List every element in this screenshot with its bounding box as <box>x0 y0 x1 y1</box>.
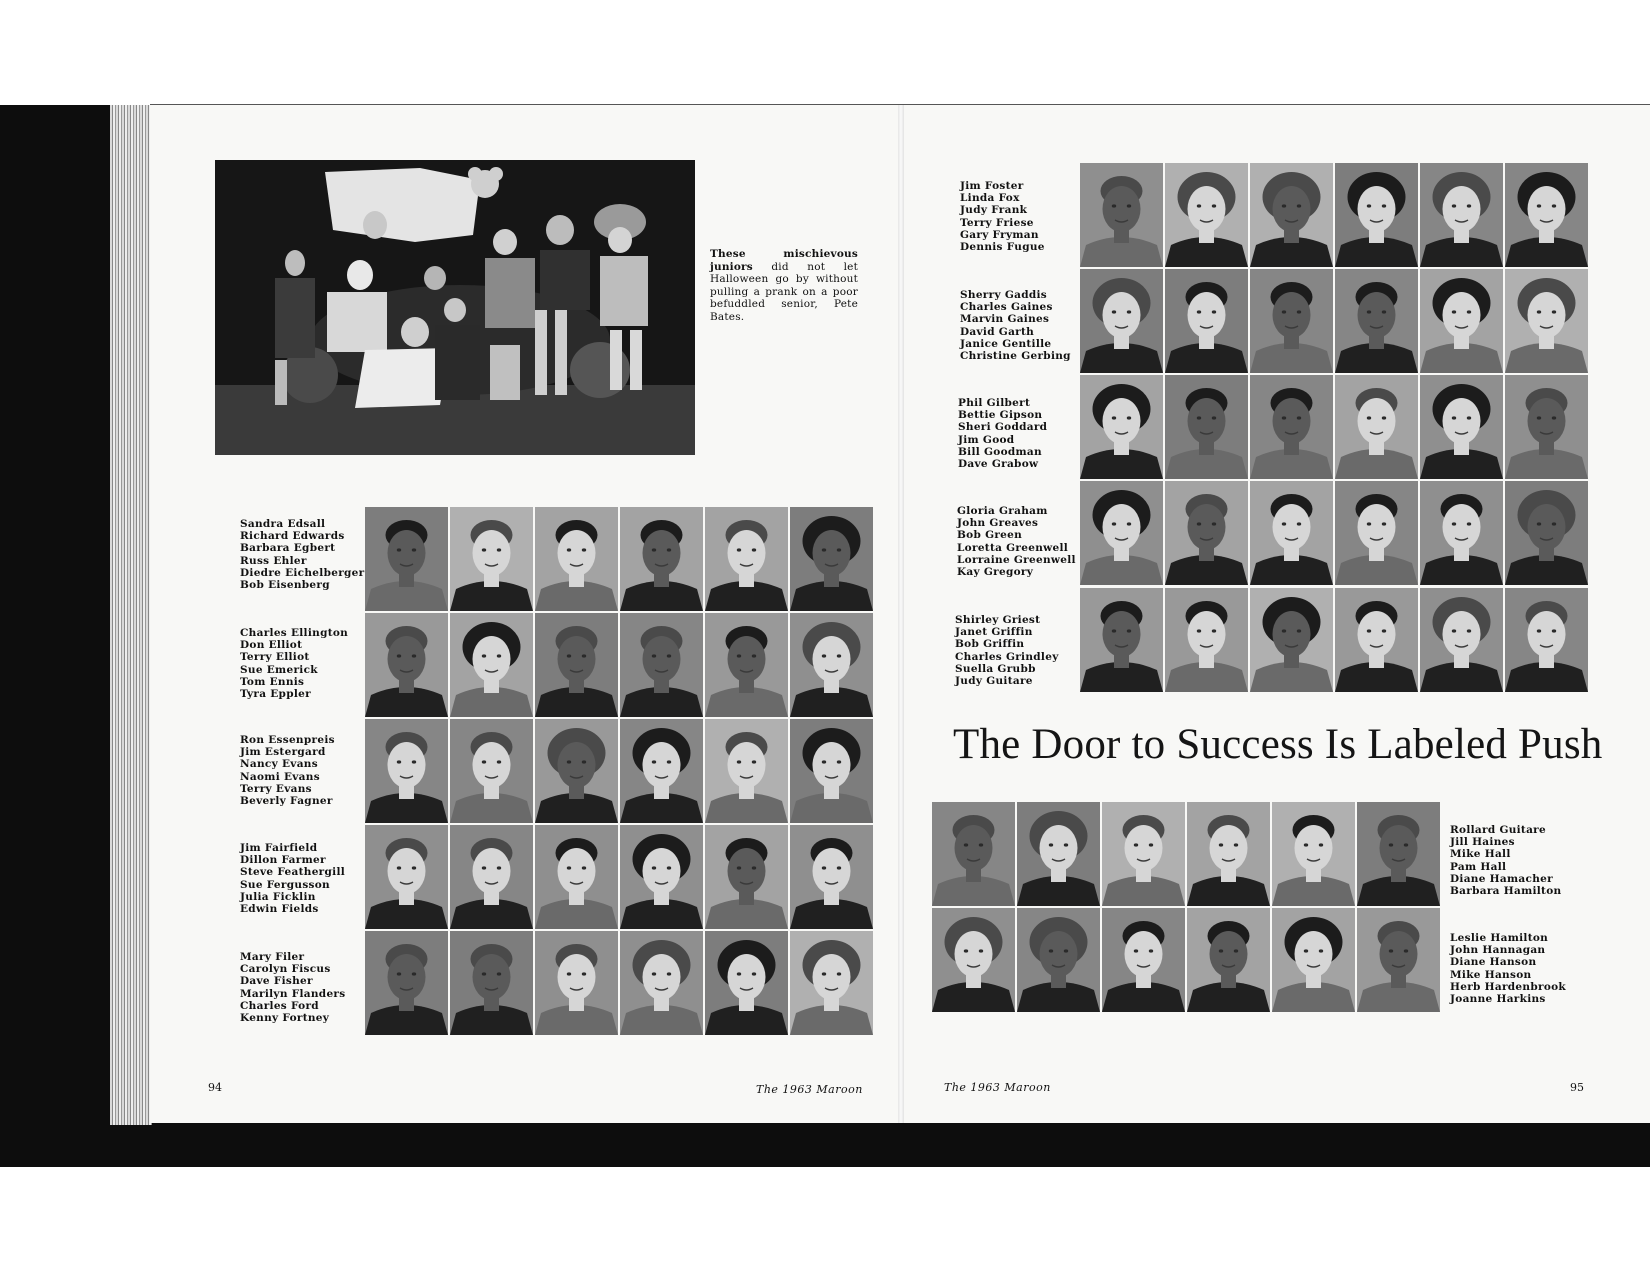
student-name: Edwin Fields <box>240 903 319 916</box>
student-portrait <box>450 719 533 823</box>
student-portrait <box>1505 163 1588 267</box>
student-name: Terry Evans <box>240 782 312 795</box>
portrait-row <box>1080 269 1588 373</box>
student-name: Judy Frank <box>960 204 1028 217</box>
student-portrait <box>450 825 533 929</box>
student-portrait <box>1505 588 1588 692</box>
student-portrait <box>790 613 873 717</box>
student-portrait <box>1272 908 1355 1012</box>
student-portrait <box>1017 908 1100 1012</box>
student-name: Diane Hanson <box>1450 956 1537 969</box>
student-name: Dennis Fugue <box>960 241 1045 254</box>
student-portrait <box>1250 163 1333 267</box>
student-portrait <box>932 908 1015 1012</box>
photo-caption <box>710 248 858 323</box>
student-name: Dave Fisher <box>240 975 313 988</box>
student-portrait <box>1250 481 1333 585</box>
student-portrait <box>450 931 533 1035</box>
student-portrait <box>620 825 703 929</box>
book-gutter <box>898 105 904 1123</box>
page-number-left: 94 <box>208 1081 222 1094</box>
student-name: Carolyn Fiscus <box>240 963 331 976</box>
portrait-row <box>1080 588 1588 692</box>
student-name: Sheri Goddard <box>958 421 1048 434</box>
student-name: Bob Eisenberg <box>240 579 330 592</box>
portrait-row <box>365 613 873 717</box>
student-name: Jim Good <box>958 433 1015 446</box>
student-name: Gloria Graham <box>957 505 1048 517</box>
student-portrait <box>535 613 618 717</box>
student-portrait <box>705 931 788 1035</box>
page-number-right: 95 <box>1570 1081 1584 1094</box>
name-list <box>1450 932 1630 1005</box>
portrait-row <box>932 802 1440 906</box>
student-portrait <box>1102 908 1185 1012</box>
student-portrait <box>450 507 533 611</box>
student-name: Kenny Fortney <box>240 1012 330 1025</box>
student-portrait <box>705 507 788 611</box>
portrait-row <box>932 908 1440 1012</box>
student-name: Judy Guitare <box>955 675 1033 688</box>
student-portrait <box>705 825 788 929</box>
student-name: Marilyn Flanders <box>240 987 346 1000</box>
student-name: David Garth <box>960 325 1035 338</box>
student-portrait <box>790 719 873 823</box>
student-portrait <box>1250 375 1333 479</box>
student-portrait <box>1420 375 1503 479</box>
student-name: Lorraine Greenwell <box>957 553 1076 566</box>
student-name: Janice Gentille <box>960 337 1052 350</box>
student-name: Bob Griffin <box>955 638 1025 651</box>
student-name: Jim Estergard <box>240 746 326 759</box>
student-name: Ron Essenpreis <box>240 734 335 746</box>
student-name: Rollard Guitare <box>1450 824 1546 836</box>
student-name: Sue Emerick <box>240 663 318 676</box>
student-name: Janet Griffin <box>955 626 1033 639</box>
student-name: Charles Grindley <box>955 650 1059 663</box>
student-name: Christine Gerbing <box>960 350 1071 363</box>
portrait-row <box>1080 375 1588 479</box>
page-headline: The Door to Success Is Labeled Push <box>953 721 1603 768</box>
student-portrait <box>1272 802 1355 906</box>
student-portrait <box>1165 163 1248 267</box>
student-portrait <box>1187 908 1270 1012</box>
student-portrait <box>705 719 788 823</box>
student-name: Mike Hall <box>1450 848 1511 861</box>
student-name: Dillon Farmer <box>240 854 326 867</box>
halloween-prank-photo <box>215 160 695 455</box>
student-portrait <box>705 613 788 717</box>
student-portrait <box>790 825 873 929</box>
student-portrait <box>1335 481 1418 585</box>
student-portrait <box>535 507 618 611</box>
student-portrait <box>535 719 618 823</box>
student-name: Naomi Evans <box>240 770 320 783</box>
student-name: John Greaves <box>957 517 1039 530</box>
student-name: Tyra Eppler <box>240 688 311 701</box>
student-portrait <box>620 613 703 717</box>
student-portrait <box>1420 481 1503 585</box>
student-name: Charles Ford <box>240 999 319 1012</box>
student-name: Mary Filer <box>240 951 305 963</box>
student-name: Charles Gaines <box>960 301 1053 314</box>
student-name: Dave Grabow <box>958 458 1039 471</box>
student-portrait <box>1017 802 1100 906</box>
student-name: Herb Hardenbrook <box>1450 980 1566 993</box>
caption-lead: These mischievous juniors <box>710 248 858 273</box>
caption-text: did not let Halloween go by without pulling a prank on a poor befuddled senior, Pete Bates. <box>710 260 858 323</box>
student-name: Beverly Fagner <box>240 795 333 808</box>
student-name: Julia Ficklin <box>240 890 316 903</box>
student-name: Sue Fergusson <box>240 878 330 891</box>
student-name: Mike Hanson <box>1450 968 1532 981</box>
student-portrait <box>790 507 873 611</box>
portrait-row <box>365 719 873 823</box>
book-title-right: The 1963 Maroon <box>944 1081 1051 1094</box>
student-portrait <box>790 931 873 1035</box>
student-name: Pam Hall <box>1450 860 1507 873</box>
student-portrait <box>1165 269 1248 373</box>
student-name: Jim Fairfield <box>240 842 318 854</box>
student-portrait <box>1102 802 1185 906</box>
student-name: Bettie Gipson <box>958 409 1043 422</box>
student-portrait <box>1165 481 1248 585</box>
student-name: Terry Elliot <box>240 651 310 664</box>
student-portrait <box>365 507 448 611</box>
student-name: Shirley Griest <box>955 614 1041 626</box>
student-name: Barbara Egbert <box>240 542 336 555</box>
student-name: Phil Gilbert <box>958 397 1031 409</box>
student-name: Gary Fryman <box>960 228 1039 241</box>
student-name: Nancy Evans <box>240 758 318 771</box>
student-portrait <box>1250 269 1333 373</box>
student-portrait <box>1080 269 1163 373</box>
student-portrait <box>1420 588 1503 692</box>
student-portrait <box>1505 481 1588 585</box>
student-portrait <box>1335 269 1418 373</box>
student-portrait <box>1080 163 1163 267</box>
student-name: Marvin Gaines <box>960 313 1050 326</box>
portrait-row <box>1080 163 1588 267</box>
student-name: Sandra Edsall <box>240 518 326 530</box>
student-portrait <box>1335 375 1418 479</box>
student-portrait <box>1080 375 1163 479</box>
student-portrait <box>535 825 618 929</box>
name-list <box>1450 824 1630 897</box>
student-name: Charles Ellington <box>240 627 349 639</box>
student-portrait <box>1165 375 1248 479</box>
student-portrait <box>365 825 448 929</box>
student-portrait <box>1187 802 1270 906</box>
student-portrait <box>1080 588 1163 692</box>
student-portrait <box>535 931 618 1035</box>
student-portrait <box>1335 163 1418 267</box>
student-portrait <box>1505 375 1588 479</box>
student-name: Terry Friese <box>960 216 1034 229</box>
student-portrait <box>1505 269 1588 373</box>
student-name: John Hannagan <box>1450 944 1546 957</box>
book-page-edges <box>110 105 152 1125</box>
student-portrait <box>1080 481 1163 585</box>
student-portrait <box>620 931 703 1035</box>
portrait-row <box>365 931 873 1035</box>
student-portrait <box>620 507 703 611</box>
student-portrait <box>365 931 448 1035</box>
top-edge-rule <box>150 104 1650 105</box>
student-name: Diedre Eichelberger <box>240 566 365 579</box>
student-name: Suella Grubb <box>955 662 1036 675</box>
student-portrait <box>1420 269 1503 373</box>
student-name: Kay Gregory <box>957 566 1034 579</box>
student-portrait <box>620 719 703 823</box>
student-portrait <box>1420 163 1503 267</box>
student-portrait <box>1357 908 1440 1012</box>
student-portrait <box>450 613 533 717</box>
student-name: Loretta Greenwell <box>957 541 1069 554</box>
student-name: Sherry Gaddis <box>960 289 1047 301</box>
student-portrait <box>1250 588 1333 692</box>
student-name: Don Elliot <box>240 639 303 652</box>
student-name: Joanne Harkins <box>1450 993 1546 1006</box>
student-portrait <box>1357 802 1440 906</box>
student-name: Russ Ehler <box>240 554 307 567</box>
student-name: Bob Green <box>957 529 1023 542</box>
portrait-row <box>365 507 873 611</box>
student-name: Diane Hamacher <box>1450 872 1553 885</box>
student-name: Bill Goodman <box>958 445 1042 458</box>
book-title-left: The 1963 Maroon <box>756 1083 863 1096</box>
student-portrait <box>1335 588 1418 692</box>
student-name: Jim Foster <box>960 180 1024 192</box>
portrait-row <box>1080 481 1588 585</box>
student-portrait <box>932 802 1015 906</box>
student-name: Tom Ennis <box>240 675 305 688</box>
student-name: Richard Edwards <box>240 530 345 543</box>
student-name: Steve Feathergill <box>240 866 346 879</box>
student-name: Jill Haines <box>1450 836 1515 849</box>
student-portrait <box>365 719 448 823</box>
student-name: Barbara Hamilton <box>1450 885 1562 898</box>
student-portrait <box>1165 588 1248 692</box>
student-name: Linda Fox <box>960 192 1020 205</box>
portrait-row <box>365 825 873 929</box>
student-name: Leslie Hamilton <box>1450 932 1549 944</box>
student-portrait <box>365 613 448 717</box>
